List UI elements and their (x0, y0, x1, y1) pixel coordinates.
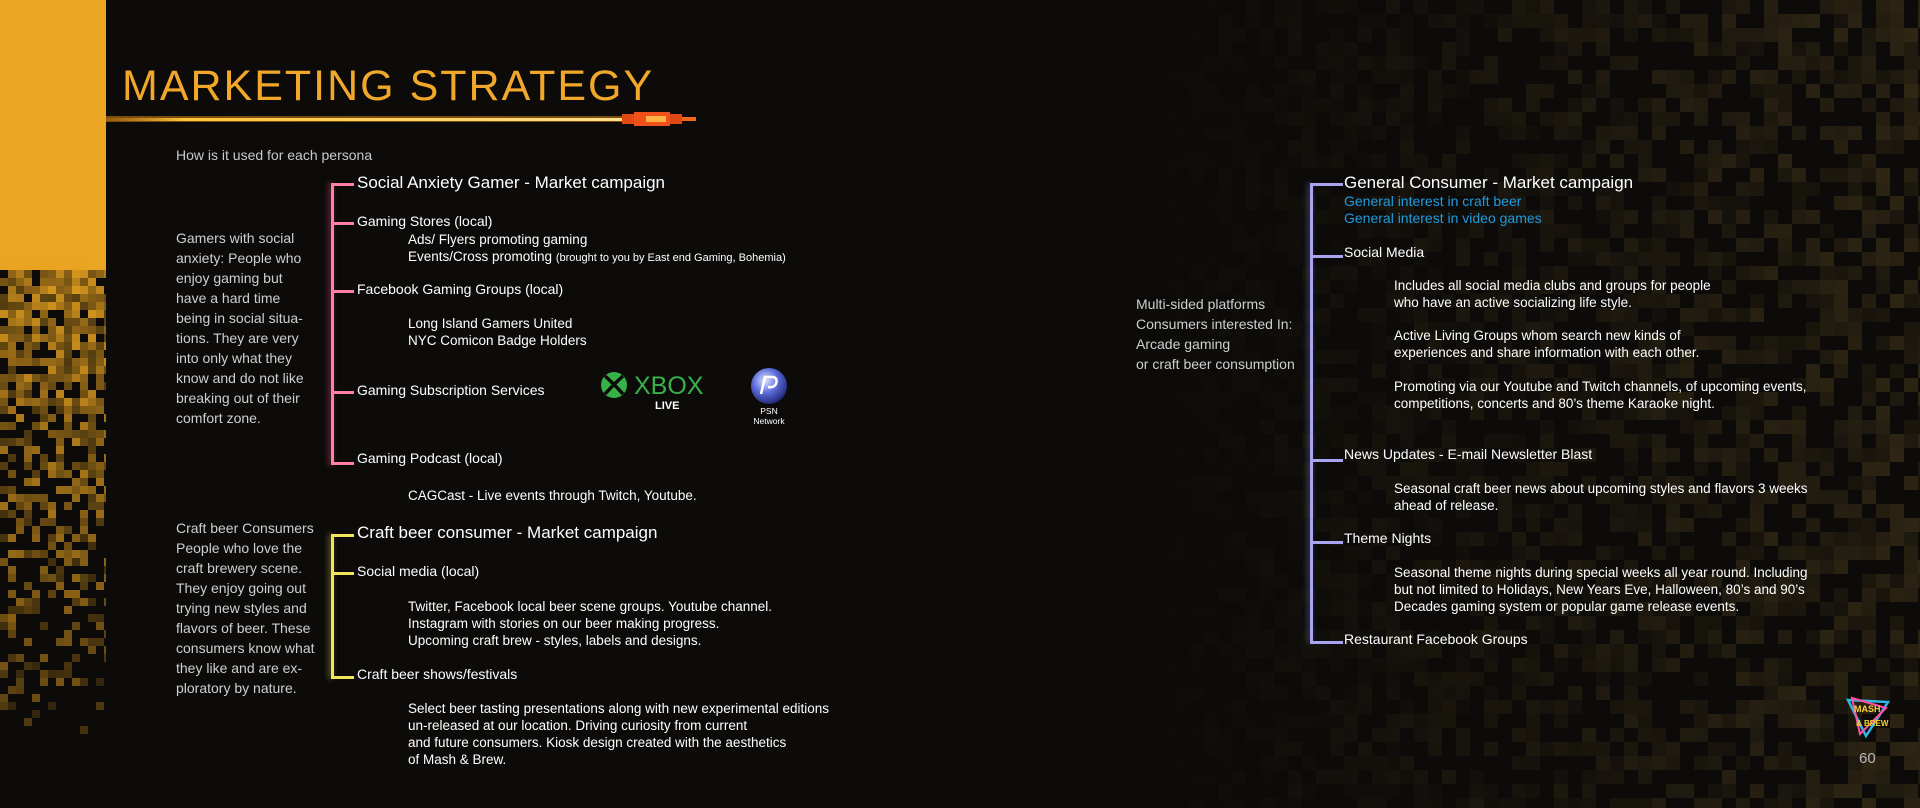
beer-shows-line: un-released at our location. Driving curiosity from current (408, 718, 748, 733)
news-updates-line: Seasonal craft beer news about upcoming styles and flavors 3 weeks (1394, 481, 1808, 496)
bracket-tick (1310, 541, 1343, 544)
description-line: or craft beer consumption (1136, 356, 1295, 372)
bracket-tick (331, 183, 354, 186)
description-line: flavors of beer. These (176, 620, 311, 636)
description-line: consumers know what (176, 640, 315, 656)
description-line: People who love the (176, 540, 303, 556)
beer-shows-line: Select beer tasting presentations along with new experimental editions (408, 701, 829, 716)
description-line: know and do not like (176, 370, 304, 386)
laser-beam-decoration (106, 110, 726, 130)
description-line: Consumers interested In: (1136, 316, 1293, 332)
social-media-line: competitions, concerts and 80’s theme Karaoke night. (1394, 396, 1715, 411)
description-line: Craft beer Consumers (176, 520, 314, 536)
social-media-label: Social Media (1344, 244, 1425, 260)
page-number: 60 (1859, 750, 1876, 767)
gaming-stores-line: Ads/ Flyers promoting gaming (408, 232, 588, 247)
facebook-groups-label: Facebook Gaming Groups (local) (357, 281, 564, 297)
beer-shows-line: of Mash & Brew. (408, 752, 507, 767)
psn-network-logo (744, 366, 794, 430)
social-media-line: Upcoming craft brew - styles, labels and designs. (408, 633, 702, 648)
description-line: craft brewery scene. (176, 560, 303, 576)
gamer-campaign-heading: Social Anxiety Gamer - Market campaign (357, 173, 666, 192)
gamer-persona-description (176, 228, 304, 428)
description-line: into only what they (176, 350, 292, 366)
news-updates-line: ahead of release. (1394, 498, 1499, 513)
facebook-group-line: NYC Comicon Badge Holders (408, 333, 587, 348)
description-line: ploratory by nature. (176, 680, 297, 696)
beer-campaign-heading: Craft beer consumer - Market campaign (357, 523, 658, 542)
psn-network-text: Network (753, 416, 785, 426)
events-note: (brought to you by East end Gaming, Bohemia) (555, 252, 786, 264)
theme-nights-line: Seasonal theme nights during special weeks all year round. Including (1394, 565, 1808, 580)
bracket-tick (331, 572, 354, 575)
facebook-group-line: Long Island Gamers United (408, 316, 573, 331)
gaming-stores-label: Gaming Stores (local) (357, 213, 493, 229)
social-media-local-label: Social media (local) (357, 563, 480, 579)
social-media-line: Instagram with stories on our beer making progress. (408, 616, 720, 631)
theme-nights-line: Decades gaming system or popular game release events. (1394, 599, 1740, 614)
social-media-line: Promoting via our Youtube and Twitch channels, of upcoming events, (1394, 379, 1807, 394)
xbox-live-text: LIVE (655, 400, 680, 412)
bracket-tick (1310, 255, 1343, 258)
gaming-stores-line (408, 248, 786, 267)
podcast-line: CAGCast - Live events through Twitch, Youtube. (408, 488, 697, 503)
general-campaign-bracket (1310, 183, 1313, 643)
pixel-pattern (0, 262, 106, 808)
bracket-tick (1310, 641, 1343, 644)
mash-and-brew-logo (1842, 694, 1894, 740)
restaurant-groups-label: Restaurant Facebook Groups (1344, 631, 1528, 647)
bracket-tick (331, 534, 354, 537)
podcast-label: Gaming Podcast (local) (357, 450, 503, 466)
xbox-live-logo (600, 370, 705, 416)
social-media-line: Active Living Groups whom search new kinds of (1394, 328, 1681, 343)
social-media-line: who have an active socializing life style. (1394, 295, 1632, 310)
description-line: comfort zone. (176, 410, 261, 426)
bracket-tick (331, 391, 354, 394)
description-line: being in social situa- (176, 310, 303, 326)
subscription-services-label: Gaming Subscription Services (357, 382, 545, 398)
left-decorative-strip (0, 0, 106, 808)
gamer-campaign-bracket (331, 183, 334, 465)
general-campaign-heading: General Consumer - Market campaign (1344, 173, 1634, 192)
brand-text: & BREW (1856, 719, 1889, 728)
bracket-tick (331, 676, 354, 679)
social-media-line: experiences and share information with each other. (1394, 345, 1700, 360)
description-line: They enjoy going out (176, 580, 306, 596)
bracket-tick (331, 222, 354, 225)
description-line: Gamers with social (176, 230, 295, 246)
news-updates-label: News Updates - E-mail Newsletter Blast (1344, 446, 1593, 462)
page-title: MARKETING STRATEGY (122, 62, 655, 110)
description-line: enjoy gaming but (176, 270, 283, 286)
psn-icon (744, 366, 794, 406)
description-line: they like and are ex- (176, 660, 303, 676)
interest-video-games: General interest in video games (1344, 210, 1542, 226)
bracket-tick (1310, 459, 1343, 462)
description-line: breaking out of their (176, 390, 300, 406)
theme-nights-line: but not limited to Holidays, New Years Eve, Halloween, 80’s and 90’s (1394, 582, 1805, 597)
theme-nights-label: Theme Nights (1344, 530, 1432, 546)
description-line: have a hard time (176, 290, 281, 306)
xbox-icon (600, 370, 705, 400)
platform-description (1136, 294, 1295, 374)
beer-persona-description (176, 518, 315, 698)
social-media-line: Includes all social media clubs and groups for people (1394, 278, 1711, 293)
social-media-line: Twitter, Facebook local beer scene groups. Youtube channel. (408, 599, 772, 614)
bracket-tick (331, 290, 354, 293)
page-subtitle: How is it used for each persona (176, 147, 373, 163)
brand-text: MASH (1854, 704, 1881, 714)
orange-color-block (0, 0, 106, 270)
description-line: Arcade gaming (1136, 336, 1231, 352)
events-text: Events/Cross promoting (408, 249, 553, 264)
description-line: tions. They are very (176, 330, 299, 346)
interest-craft-beer: General interest in craft beer (1344, 193, 1522, 209)
spaceship-icon (622, 112, 696, 126)
description-line: anxiety: People who (176, 250, 302, 266)
bracket-tick (331, 462, 354, 465)
description-line: trying new styles and (176, 600, 307, 616)
psn-text: PSN (760, 406, 778, 416)
beer-shows-line: and future consumers. Kiosk design created with the aesthetics (408, 735, 787, 750)
beer-shows-label: Craft beer shows/festivals (357, 666, 518, 682)
description-line: Multi-sided platforms (1136, 296, 1266, 312)
beer-campaign-bracket (331, 534, 334, 679)
xbox-word: XBOX (634, 372, 704, 400)
bracket-tick (1310, 183, 1343, 186)
